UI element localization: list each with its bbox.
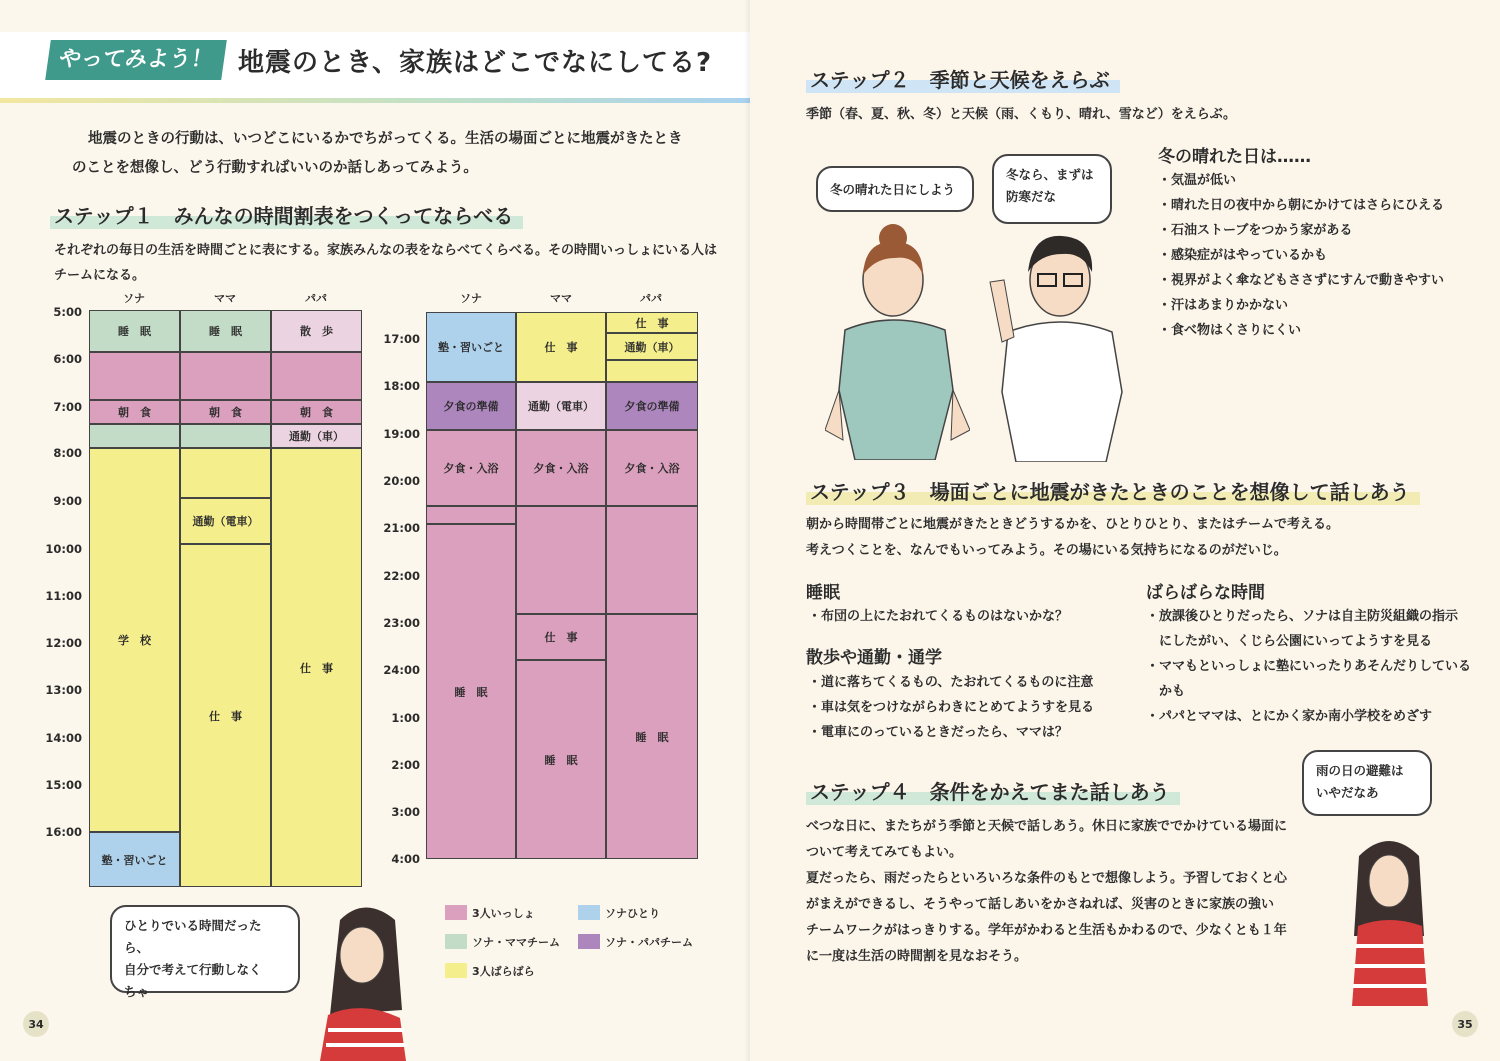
cell-papa-work-2: 仕 事 — [606, 312, 698, 333]
bubble-line: 雨の日の避難は — [1316, 763, 1404, 778]
legend-swatch — [578, 934, 600, 949]
step3-line-2: 考えつくことを、なんでもいってみよう。その場にいる気持ちになるのがだいじ。 — [806, 543, 1287, 558]
step4-line: に一度は生活の時間割を見なおそう。 — [806, 949, 1028, 964]
cell-mama-home — [180, 448, 271, 498]
cell-sona-lesson-2: 塾・習いごと — [426, 312, 516, 382]
cell-sona-breakfast: 朝 食 — [89, 400, 180, 424]
winter-heading: 冬の晴れた日は…… — [1158, 147, 1311, 167]
legend-swatch — [578, 905, 600, 920]
scatter-item: ・ママもといっしょに塾にいったりあそんだりしている — [1146, 659, 1472, 674]
cell-mama-morning — [180, 352, 271, 400]
step1-line-2: チームになる。 — [54, 268, 146, 283]
time-label: 7:00 — [53, 400, 82, 414]
col-head-sona-1: ソナ — [123, 292, 145, 305]
cell-mama-dinner: 夕食・入浴 — [516, 430, 606, 506]
legend-swatch — [445, 934, 467, 949]
cell-sona-sleep: 睡 眠 — [89, 310, 180, 352]
walk-item: ・電車にのっているときだったら、ママは？ — [808, 725, 1068, 740]
cell-mama-work: 仕 事 — [180, 544, 271, 887]
cell-mama-sleep-2: 睡 眠 — [516, 660, 606, 859]
time-label: 24:00 — [383, 663, 420, 677]
time-label: 1:00 — [391, 711, 420, 725]
walk-item: ・車は気をつけながらわきにとめてようすを見る — [808, 700, 1095, 715]
time-label: 14:00 — [45, 731, 82, 745]
time-label: 19:00 — [383, 427, 420, 441]
step4-body — [806, 814, 1287, 970]
bubble-line: ちゃ — [124, 984, 150, 999]
time-label: 2:00 — [391, 758, 420, 772]
cell-mama-commute-2: 通勤（電車） — [516, 382, 606, 430]
cell-papa-work: 仕 事 — [271, 448, 362, 887]
cell-sona-school: 学 校 — [89, 448, 180, 832]
legend-label: 3人いっしょ — [472, 907, 535, 920]
cell-papa-morning — [271, 352, 362, 400]
time-label: 18:00 — [383, 379, 420, 393]
cell-mama-evening — [516, 506, 606, 614]
scatter-list — [1146, 604, 1471, 729]
step2-heading: ステップ２ 季節と天候をえらぶ — [806, 64, 1120, 93]
right-page — [750, 0, 1500, 1061]
col-head-sona-2: ソナ — [460, 292, 482, 305]
man-illustration — [982, 222, 1132, 462]
woman-illustration — [825, 220, 970, 460]
step1-line-1: それぞれの毎日の生活を時間ごとに表にする。家族みんなの表をならべてくらべる。その時間いっしょにいる人は — [54, 243, 718, 258]
page-number: 34 — [23, 1011, 49, 1037]
cell-papa-home — [606, 360, 698, 382]
walk-list — [808, 670, 1094, 745]
step4-line: ついて考えてみてもよい。 — [806, 845, 963, 860]
scatter-heading: ばらばらな時間 — [1146, 583, 1265, 603]
cell-papa-commute-2: 通勤（車） — [606, 333, 698, 360]
cell-papa-sleep-2: 睡 眠 — [606, 614, 698, 859]
step4-heading: ステップ４ 条件をかえてまた話しあう — [806, 776, 1180, 805]
cell-sona-morning — [89, 352, 180, 400]
legend-label: ソナ・ママチーム — [472, 936, 560, 949]
bubble-line: ひとりでいる時間だったら、 — [124, 918, 262, 955]
step3-heading: ステップ３ 場面ごとに地震がきたときのことを想像して話しあう — [806, 476, 1420, 505]
col-head-mama-2: ママ — [550, 292, 572, 305]
time-label: 8:00 — [53, 446, 82, 460]
step4-line: がまえができるし、そうやって話しあいをかさねれば、災害のときに家族の強い — [806, 897, 1275, 912]
scatter-item: かも — [1146, 684, 1186, 699]
cell-sona-sleep-2: 睡 眠 — [426, 524, 516, 859]
step3-line-1: 朝から時間帯ごとに地震がきたときどうするかを、ひとりひとり、またはチームで考える。 — [806, 517, 1340, 532]
cell-mama-prep — [180, 424, 271, 448]
time-label: 15:00 — [45, 778, 82, 792]
cell-mama-breakfast: 朝 食 — [180, 400, 271, 424]
page-number: 35 — [1452, 1011, 1478, 1037]
cell-mama-sleep: 睡 眠 — [180, 310, 271, 352]
winter-item: ・気温が低い — [1158, 173, 1237, 188]
cell-sona-dinnerprep: 夕食の準備 — [426, 382, 516, 430]
legend-swatch — [445, 905, 467, 920]
time-label: 23:00 — [383, 616, 420, 630]
winter-item: ・食べ物はくさりにくい — [1158, 323, 1302, 338]
time-label: 22:00 — [383, 569, 420, 583]
sleep-item: ・布団の上にたおれてくるものはないかな？ — [808, 609, 1069, 624]
legend-swatch — [445, 963, 467, 978]
step4-line: べつな日に、またちがう季節と天候で話しあう。休日に家族ででかけている場面に — [806, 819, 1288, 834]
winter-item: ・汗はあまりかかない — [1158, 298, 1289, 313]
time-label: 5:00 — [53, 305, 82, 319]
activity-badge: やってみよう！ — [45, 40, 227, 80]
cell-sona-dinner: 夕食・入浴 — [426, 430, 516, 506]
cell-papa-walk: 散 歩 — [271, 310, 362, 352]
cell-papa-dinner: 夕食・入浴 — [606, 430, 698, 506]
cell-mama-work-3: 仕 事 — [516, 614, 606, 660]
cell-papa-breakfast: 朝 食 — [271, 400, 362, 424]
cell-papa-commute: 通勤（車） — [271, 424, 362, 448]
cell-papa-dinnerprep: 夕食の準備 — [606, 382, 698, 430]
step1-heading: ステップ１ みんなの時間割表をつくってならべる — [50, 200, 523, 229]
bubble-line: いやだなあ — [1316, 785, 1379, 800]
walk-heading: 散歩や通勤・通学 — [806, 648, 942, 668]
time-label: 6:00 — [53, 352, 82, 366]
step2-text: 季節（春、夏、秋、冬）と天候（雨、くもり、晴れ、雪など）をえらぶ。 — [806, 107, 1237, 122]
time-label: 12:00 — [45, 636, 82, 650]
speech-bubble-sona — [1302, 750, 1432, 816]
time-label: 10:00 — [45, 542, 82, 556]
bubble-line: 防寒だな — [1006, 189, 1057, 204]
scatter-item: にしたがい、くじら公園にいってようすを見る — [1146, 634, 1433, 649]
bubble-line: 自分で考えて行動しなく — [124, 962, 262, 977]
bubble-line: 冬なら、まずは — [1006, 167, 1094, 182]
winter-item: ・感染症がはやっているかも — [1158, 248, 1328, 263]
sona-illustration — [1344, 826, 1434, 1006]
time-label: 17:00 — [383, 332, 420, 346]
time-label: 3:00 — [391, 805, 420, 819]
winter-item: ・晴れた日の夜中から朝にかけてはさらにひえる — [1158, 198, 1445, 213]
time-label: 4:00 — [391, 852, 420, 866]
time-label: 13:00 — [45, 683, 82, 697]
step4-line: 夏だったら、雨だったらといろいろな条件のもとで想像しよう。予習しておくと心 — [806, 871, 1288, 886]
girl-illustration — [310, 900, 410, 1061]
sleep-heading: 睡眠 — [806, 583, 840, 603]
speech-bubble-girl — [110, 905, 300, 999]
legend-label: ソナ・パパチーム — [605, 936, 693, 949]
col-head-papa-2: パパ — [640, 292, 662, 305]
speech-bubble-man — [992, 154, 1112, 224]
scatter-item: ・放課後ひとりだったら、ソナは自主防災組織の指示 — [1146, 609, 1459, 624]
legend-label: ソナひとり — [605, 907, 660, 920]
winter-item: ・石油ストーブをつかう家がある — [1158, 223, 1353, 238]
time-label: 21:00 — [383, 521, 420, 535]
title-underline — [0, 98, 750, 103]
cell-sona-lesson: 塾・習いごと — [89, 832, 180, 887]
time-label: 9:00 — [53, 494, 82, 508]
cell-mama-commute: 通勤（電車） — [180, 498, 271, 544]
time-label: 11:00 — [45, 589, 82, 603]
winter-item: ・視界がよく傘などもささずにすんで動きやすい — [1158, 273, 1445, 288]
intro-line-2: のことを想像し、どう行動すればいいのか話しあってみよう。 — [72, 160, 478, 176]
cell-papa-evening — [606, 506, 698, 614]
winter-list — [1158, 168, 1444, 343]
cell-mama-work-2: 仕 事 — [516, 312, 606, 382]
legend-label: 3人ばらばら — [472, 965, 535, 978]
col-head-papa-1: パパ — [305, 292, 327, 305]
walk-item: ・道に落ちてくるもの、たおれてくるものに注意 — [808, 675, 1094, 690]
scatter-item: ・パパとママは、とにかく家か南小学校をめざす — [1146, 709, 1433, 724]
cell-sona-evening — [426, 506, 516, 524]
col-head-mama-1: ママ — [214, 292, 236, 305]
intro-line-1: 地震のときの行動は、いつどこにいるかでちがってくる。生活の場面ごとに地震がきたとき — [88, 131, 683, 147]
step4-line: チームワークがはっきりする。学年がかわると生活もかわるので、少なくとも１年 — [806, 923, 1287, 938]
time-label: 20:00 — [383, 474, 420, 488]
time-label: 16:00 — [45, 825, 82, 839]
cell-sona-prep — [89, 424, 180, 448]
page-title: 地震のとき、家族はどこでなにしてる? — [238, 48, 713, 78]
speech-bubble-woman: 冬の晴れた日にしよう — [816, 166, 974, 212]
